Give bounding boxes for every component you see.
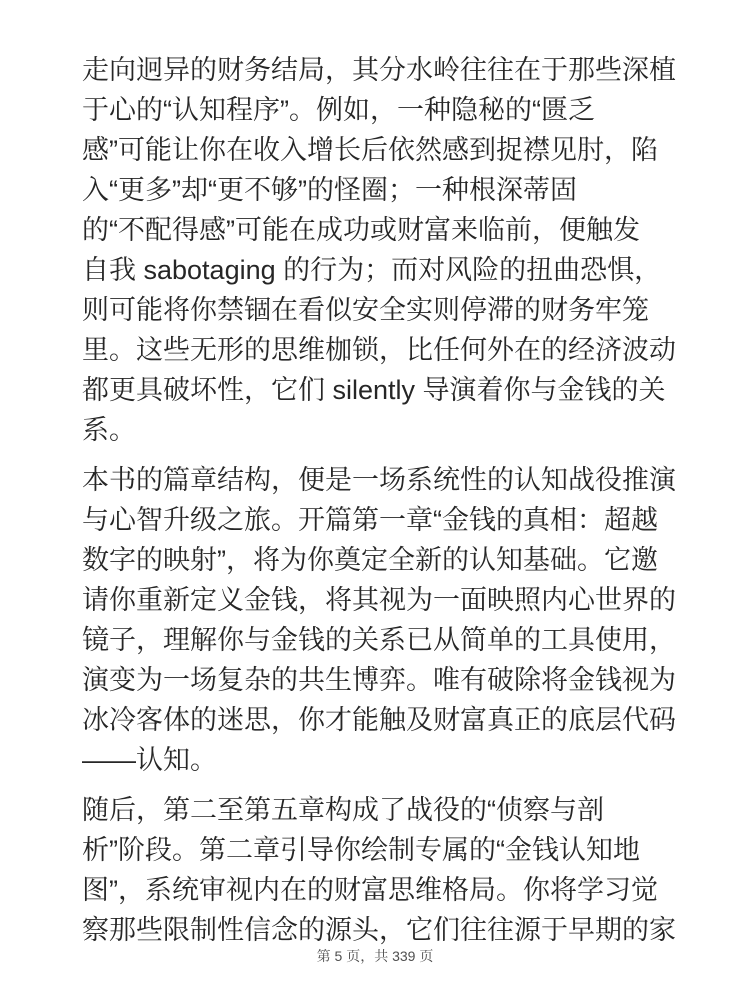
text-line: 感”可能让你在收入增长后依然感到捉襟见肘，陷 [82,135,658,165]
text-line: 与心智升级之旅。开篇第一章“金钱的真相：超越 [82,505,658,535]
text-line: 数字的映射”，将为你奠定全新的认知基础。它邀 [82,545,658,575]
text-line: 随后，第二至第五章构成了战役的“侦察与剖 [82,795,604,825]
text-line: 于心的“认知程序”。例如，一种隐秘的“匮乏 [82,95,595,125]
text-line: 演变为一场复杂的共生博弈。唯有破除将金钱视为 [82,665,676,695]
text-line: 图”，系统审视内在的财富思维格局。你将学习觉 [82,875,658,905]
text-line: 察那些限制性信念的源头，它们往往源于早期的家 [82,915,676,945]
text-line: 都更具破坏性，它们 silently 导演着你与金钱的关 [82,375,666,405]
paragraph-3 [82,790,682,950]
paragraph-1 [82,50,682,450]
text-line: 请你重新定义金钱，将其视为一面映照内心世界的 [82,585,676,615]
text-line: 则可能将你禁锢在看似安全实则停滞的财务牢笼 [82,295,649,325]
text-line: 走向迥异的财务结局，其分水岭往往在于那些深植 [82,55,676,85]
text-line: 本书的篇章结构，便是一场系统性的认知战役推演 [82,465,676,495]
text-line: 自我 sabotaging 的行为；而对风险的扭曲恐惧， [82,255,662,285]
paragraph-2 [82,460,682,780]
text-line: 的“不配得感”可能在成功或财富来临前，便触发 [82,215,640,245]
text-line: ——认知。 [82,745,217,775]
text-line: 镜子，理解你与金钱的关系已从简单的工具使用， [82,625,676,655]
text-line: 系。 [82,415,136,445]
page-body-text [82,50,682,960]
text-line: 冰冷客体的迷思，你才能触及财富真正的底层代码 [82,705,676,735]
text-line: 入“更多”却“更不够”的怪圈；一种根深蒂固 [82,175,577,205]
text-line: 析”阶段。第二章引导你绘制专属的“金钱认知地 [82,835,640,865]
text-line: 里。这些无形的思维枷锁，比任何外在的经济波动 [82,335,676,365]
page-footer: 第 5 页，共 339 页 [316,948,434,964]
